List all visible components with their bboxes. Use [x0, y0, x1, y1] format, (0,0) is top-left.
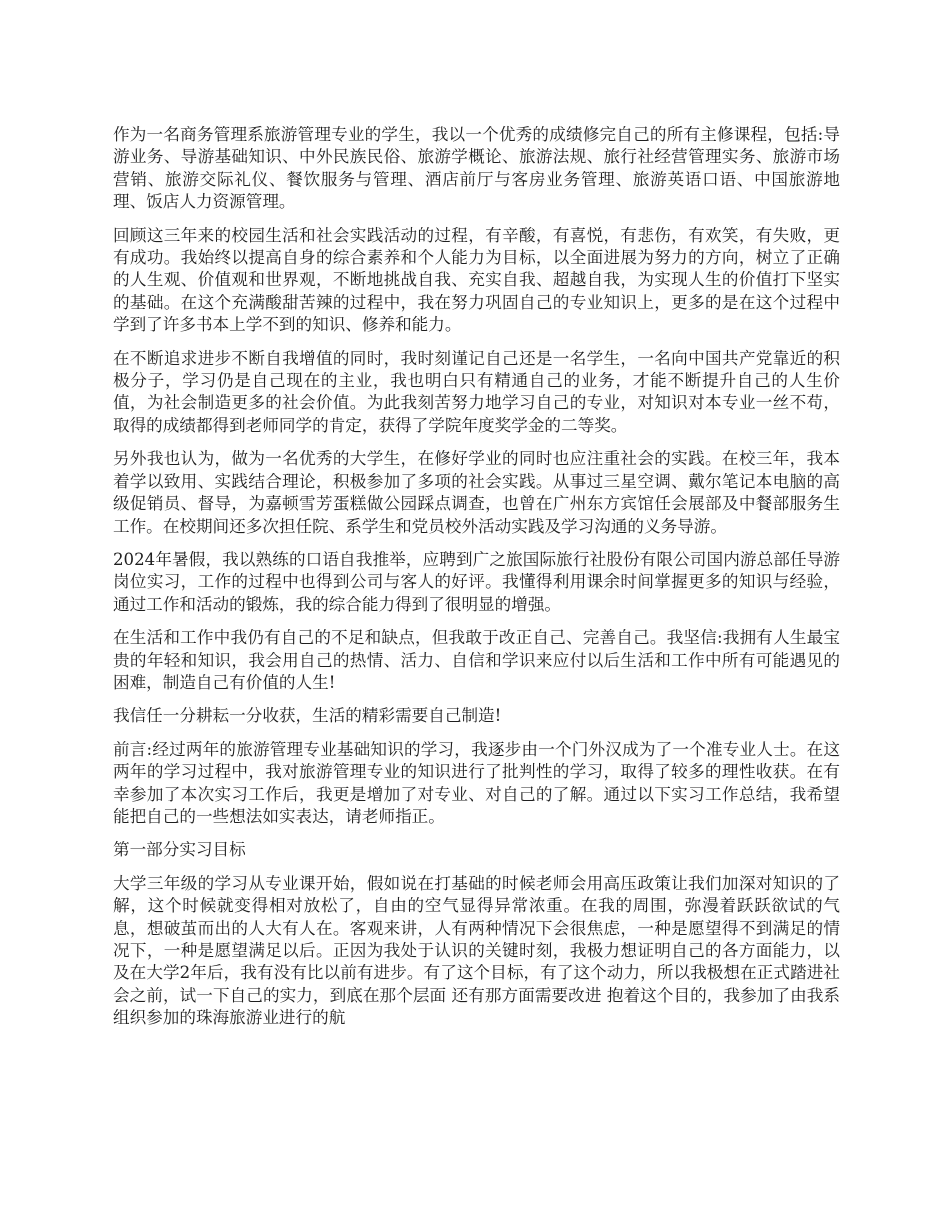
- paragraph-courses: 作为一名商务管理系旅游管理专业的学生，我以一个优秀的成绩修完自己的所有主修课程，包括:导游业务、导游基础知识、中外民族民俗、旅游学概论、旅游法规、旅行社经营管理实务、旅游市场营销、旅游交际礼仪、餐饮服务与管理、酒店前厅与客房业务管理、旅游英语口语、中国旅游地理、饭店人力资源管理。: [113, 125, 840, 212]
- paragraph-internship: 2024年暑假，我以熟练的口语自我推举，应聘到广之旅国际旅行社股份有限公司国内游总部任导游岗位实习，工作的过程中也得到公司与客人的好评。我懂得利用课余时间掌握更多的知识与经验，通过工作和活动的锻炼，我的综合能力得到了很明显的增强。: [113, 549, 840, 614]
- paragraph-self-improvement: 在生活和工作中我仍有自己的不足和缺点，但我敢于改正自己、完善自己。我坚信:我拥有人生最宝贵的年轻和知识，我会用自己的热情、活力、自信和学识来应付以后生活和工作中所有可能遇见的困难，制造自己有价值的人生!: [113, 628, 840, 692]
- paragraph-preface: 前言:经过两年的旅游管理专业基础知识的学习，我逐步由一个门外汉成为了一个准专业人士。在这两年的学习过程中，我对旅游管理专业的知识进行了批判性的学习，取得了较多的理性收获。在有幸参加了本次实习工作后，我更是增加了对专业、对自己的了解。通过以下实习工作总结，我希望能把自己的一些想法如实表达，请老师指正。: [113, 739, 840, 826]
- paragraph-internship-goal: 大学三年级的学习从专业课开始，假如说在打基础的时候老师会用高压政策让我们加深对知识的了解，这个时候就变得相对放松了，自由的空气显得异常浓重。在我的周围，弥漫着跃跃欲试的气息，想破茧而出的人大有人在。客观来讲，人有两种情况下会很焦虑，一种是愿望得不到满足的情况下，一种是愿望满足以后。正因为我处于认识的关键时刻，我极力想证明自己的各方面能力，以及在大学2年后，我有没有比以前有进步。有了这个目标，有了这个动力，所以我极想在正式踏进社会之前，试一下自己的实力，到底在那个层面 还有那方面需要改进 抱着这个目的，我参加了由我系组织参加的珠海旅游业进行的航: [113, 873, 840, 1028]
- document-body: [113, 124, 840, 1041]
- paragraph-study: 在不断追求进步不断自我增值的同时，我时刻谨记自己还是一名学生，一名向中国共产党靠近的积极分子，学习仍是自己现在的主业，我也明白只有精通自己的业务，才能不断提升自己的人生价值，为社会制造更多的社会价值。为此我刻苦努力地学习自己的专业，对知识对本专业一丝不苟，取得的成绩都得到老师同学的肯定，获得了学院年度奖学金的二等奖。: [113, 348, 840, 435]
- paragraph-motto: 我信任一分耕耘一分收获，生活的精彩需要自己制造!: [113, 706, 502, 726]
- paragraph-practice: 另外我也认为，做为一名优秀的大学生，在修好学业的同时也应注重社会的实践。在校三年，我本着学以致用、实践结合理论，积极参加了多项的社会实践。从事过三星空调、戴尔笔记本电脑的高级促销员、督导，为嘉顿雪芳蛋糕做公园踩点调查，也曾在广州东方宾馆任会展部及中餐部服务生工作。在校期间还多次担任院、系学生和党员校外活动实践及学习沟通的义务导游。: [113, 449, 840, 536]
- paragraph-review: 回顾这三年来的校园生活和社会实践活动的过程，有辛酸，有喜悦，有悲伤，有欢笑，有失败，更有成功。我始终以提高自身的综合素养和个人能力为目标，以全面进展为努力的方向，树立了正确的人生观、价值观和世界观，不断地挑战自我、充实自我、超越自我，为实现人生的价值打下坚实的基础。在这个充满酸甜苦辣的过程中，我在努力巩固自己的专业知识上，更多的是在这个过程中学到了许多书本上学不到的知识、修养和能力。: [113, 225, 840, 335]
- section-heading: 第一部分实习目标: [113, 840, 246, 860]
